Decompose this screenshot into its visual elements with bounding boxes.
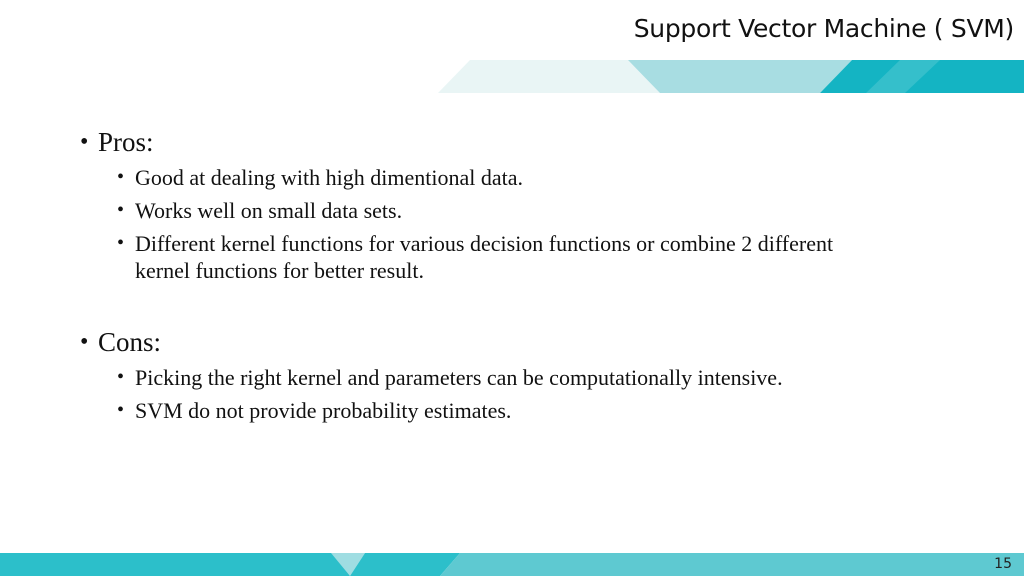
pros-section (80, 124, 980, 284)
cons-item: • Picking the right kernel and parameters can be computationally intensive. (117, 364, 875, 391)
bottom-banner-right-shape (440, 553, 1024, 576)
page-number: 15 (994, 556, 1012, 572)
top-banner-light-shape (438, 60, 660, 93)
pros-item: • Good at dealing with high dimentional data. (117, 164, 875, 191)
cons-item: • SVM do not provide probability estimates. (117, 397, 875, 424)
cons-section (80, 324, 980, 424)
pros-item: • Works well on small data sets. (117, 197, 875, 224)
cons-heading: • Cons: (80, 324, 980, 360)
pros-list (80, 164, 980, 284)
bottom-banner-left-shape (0, 553, 350, 576)
pros-item: • Different kernel functions for various decision functions or combine 2 different kernel functions for better result. (117, 230, 875, 284)
cons-list (80, 364, 980, 424)
top-banner-mid-shape (628, 60, 852, 93)
slide-title: Support Vector Machine ( SVM) (633, 14, 1014, 43)
slide-content (80, 124, 980, 464)
pros-heading: • Pros: (80, 124, 980, 160)
